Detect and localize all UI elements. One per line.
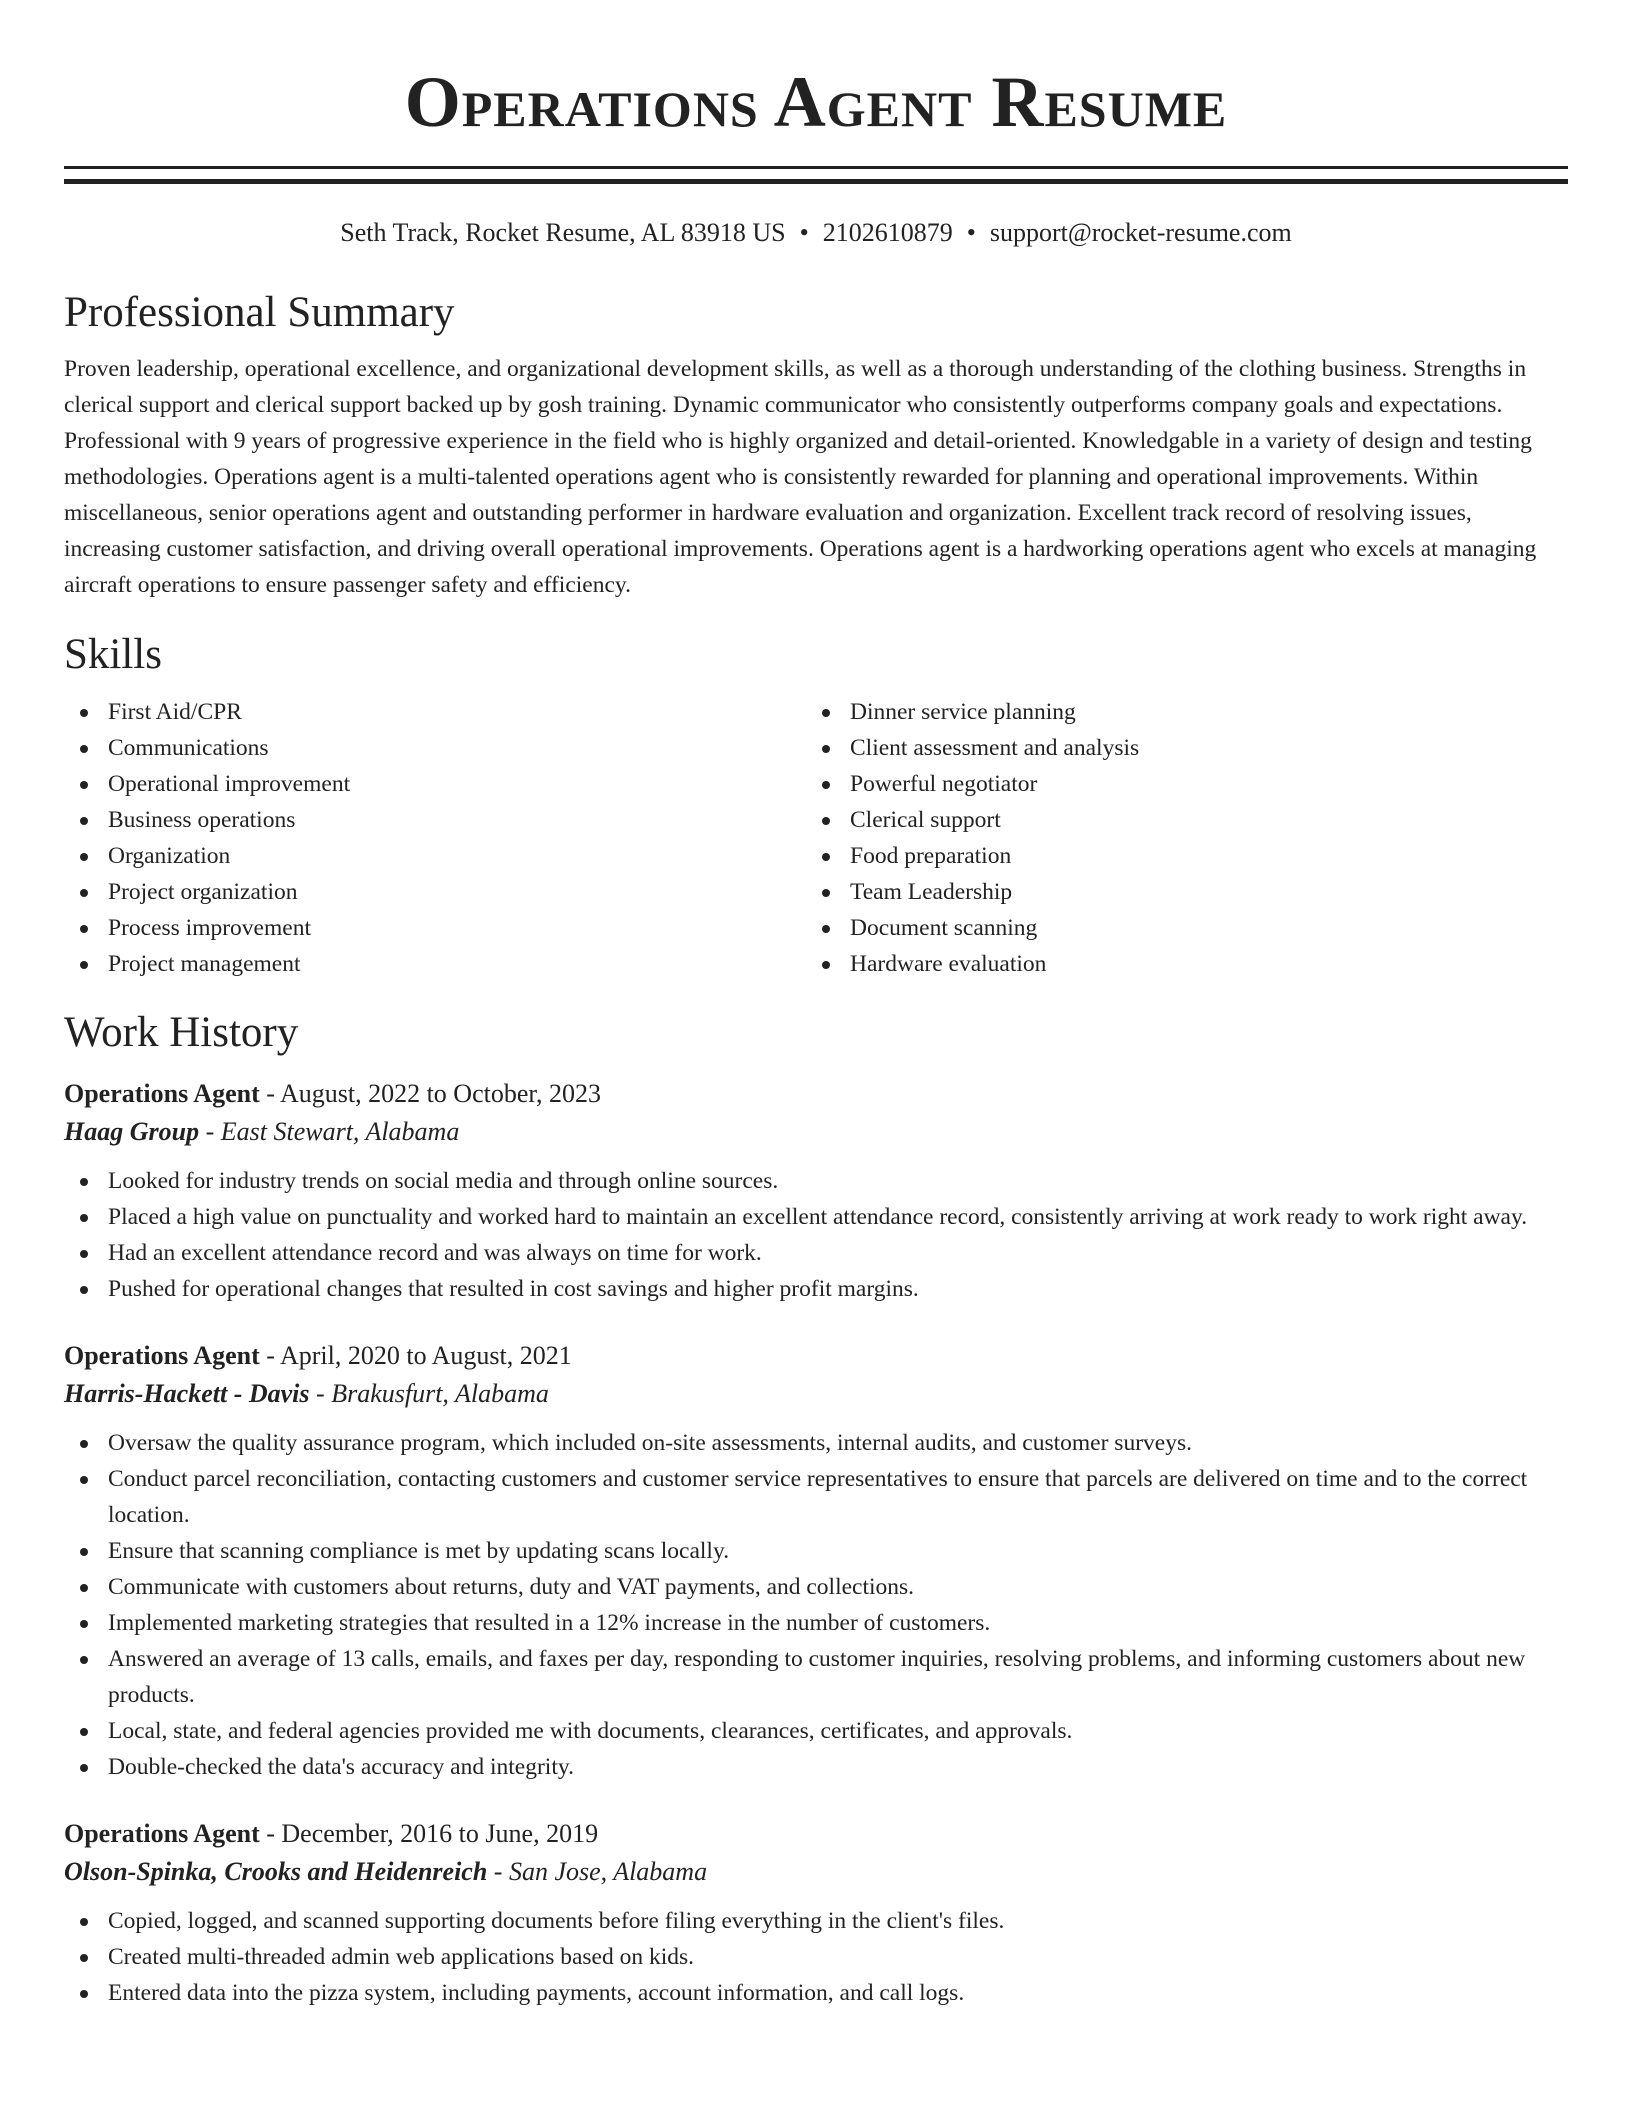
resume-page: [64, 0, 1568, 2011]
job-role: Operations Agent: [64, 1819, 260, 1848]
job-role: Operations Agent: [64, 1079, 260, 1108]
skill-item: Team Leadership: [806, 874, 1548, 910]
job-entry: [64, 1075, 1568, 1307]
job-duty: Created multi-threaded admin web applications based on kids.: [64, 1939, 1568, 1975]
job-duty: Answered an average of 13 calls, emails, and faxes per day, responding to customer inquiries, resolving problems, and informing customers about new products.: [64, 1641, 1568, 1713]
contact-line: [64, 217, 1568, 249]
job-duty: Copied, logged, and scanned supporting documents before filing everything in the client's files.: [64, 1903, 1568, 1939]
skills-list: [64, 694, 1568, 982]
contact-address: Seth Track, Rocket Resume, AL 83918 US: [340, 218, 786, 247]
contact-phone: 2102610879: [822, 218, 953, 247]
summary-heading: Professional Summary: [64, 289, 455, 336]
skill-item: Business operations: [64, 802, 806, 838]
job-duties: [64, 1903, 1568, 2011]
summary-text: Proven leadership, operational excellence, and organizational development skills, as well as a thorough understanding of the clothing business. Strengths in clerical support and clerical support backed up by gosh training. Dynamic communicator who consistently outperforms company goals and expectations. Professional with 9 years of progressive experience in the field who is highly organized and detail-oriented. Knowledgable in a variety of design and testing methodologies. Operations agent is a multi-talented operations agent who is consistently rewarded for planning and operational improvements. Within miscellaneous, senior operations agent and outstanding performer in hardware evaluation and organization. Excellent track record of resolving issues, increasing customer satisfaction, and driving overall operational improvements. Operations agent is a hardworking operations agent who excels at managing aircraft operations to ensure passenger safety and efficiency.: [64, 356, 1537, 598]
job-duty: Looked for industry trends on social media and through online sources.: [64, 1163, 1568, 1199]
job-duty: Had an excellent attendance record and was always on time for work.: [64, 1235, 1568, 1271]
skill-item: Food preparation: [806, 838, 1548, 874]
job-duty: Implemented marketing strategies that resulted in a 12% increase in the number of customers.: [64, 1605, 1568, 1641]
job-dates: December, 2016 to June, 2019: [281, 1819, 599, 1848]
job-duty: Placed a high value on punctuality and worked hard to maintain an excellent attendance record, consistently arriving at work ready to work right away.: [64, 1199, 1568, 1235]
job-company: Olson-Spinka, Crooks and Heidenreich: [64, 1857, 488, 1886]
skill-item: Hardware evaluation: [806, 946, 1548, 982]
skill-item: Organization: [64, 838, 806, 874]
job-title-line: Operations Agent - December, 2016 to June, 2019: [64, 1819, 599, 1848]
job-location: Brakusfurt, Alabama: [331, 1379, 549, 1408]
job-duties: [64, 1425, 1568, 1785]
skill-item: First Aid/CPR: [64, 694, 806, 730]
skill-item: Operational improvement: [64, 766, 806, 802]
skill-item: Client assessment and analysis: [806, 730, 1548, 766]
work-history-heading: Work History: [64, 1009, 299, 1056]
job-title-line: Operations Agent - August, 2022 to October, 2023: [64, 1079, 602, 1108]
skills-column-right: [806, 694, 1548, 982]
contact-email: support@rocket-resume.com: [989, 218, 1292, 247]
job-duty: Oversaw the quality assurance program, which included on-site assessments, internal audits, and customer surveys.: [64, 1425, 1568, 1461]
resume-title: Operations Agent Resume: [404, 62, 1228, 142]
job-duty: Communicate with customers about returns, duty and VAT payments, and collections.: [64, 1569, 1568, 1605]
skill-item: Communications: [64, 730, 806, 766]
job-dates: August, 2022 to October, 2023: [279, 1079, 602, 1108]
job-location: San Jose, Alabama: [508, 1857, 708, 1886]
skills-heading: Skills: [64, 631, 162, 678]
job-location: East Stewart, Alabama: [220, 1117, 460, 1146]
skill-item: Powerful negotiator: [806, 766, 1548, 802]
skill-item: Project management: [64, 946, 806, 982]
job-dates: April, 2020 to August, 2021: [279, 1341, 572, 1370]
job-entry: [64, 1337, 1568, 1785]
job-duties: [64, 1163, 1568, 1307]
job-title-line: Operations Agent - April, 2020 to August, 2021: [64, 1341, 572, 1370]
job-company-line: Olson-Spinka, Crooks and Heidenreich - San Jose, Alabama: [64, 1857, 708, 1886]
job-company-line: Haag Group - East Stewart, Alabama: [64, 1117, 460, 1146]
skill-item: Dinner service planning: [806, 694, 1548, 730]
skill-item: Document scanning: [806, 910, 1548, 946]
job-duty: Pushed for operational changes that resulted in cost savings and higher profit margins.: [64, 1271, 1568, 1307]
job-duty: Double-checked the data's accuracy and integrity.: [64, 1749, 1568, 1785]
skill-item: Process improvement: [64, 910, 806, 946]
job-duty: Ensure that scanning compliance is met by updating scans locally.: [64, 1533, 1568, 1569]
job-company: Harris-Hackett - Davis: [64, 1379, 310, 1408]
job-company: Haag Group: [64, 1117, 200, 1146]
skill-item: Clerical support: [806, 802, 1548, 838]
job-duty: Local, state, and federal agencies provided me with documents, clearances, certificates, and approvals.: [64, 1713, 1568, 1749]
job-duty: Entered data into the pizza system, including payments, account information, and call logs.: [64, 1975, 1568, 2011]
title-divider: [64, 166, 1568, 184]
contact-separator: •: [799, 218, 809, 247]
job-role: Operations Agent: [64, 1341, 260, 1370]
skills-column-left: [64, 694, 806, 982]
skill-item: Project organization: [64, 874, 806, 910]
job-company-line: Harris-Hackett - Davis - Brakusfurt, Alabama: [64, 1379, 549, 1408]
job-duty: Conduct parcel reconciliation, contacting customers and customer service representatives to ensure that parcels are delivered on time and to the correct location.: [64, 1461, 1568, 1533]
job-entry: [64, 1815, 1568, 2011]
contact-separator: •: [966, 218, 976, 247]
